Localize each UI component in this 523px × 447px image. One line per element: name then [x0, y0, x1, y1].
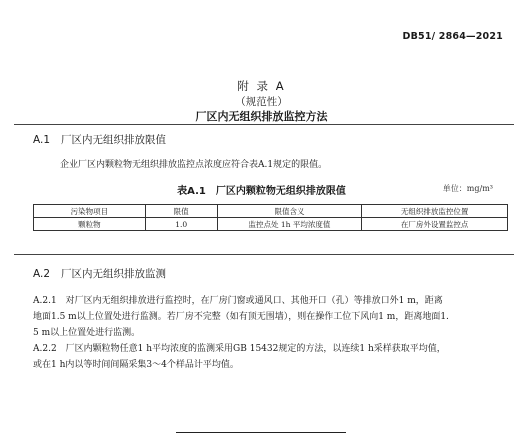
section-a2-heading — [33, 266, 166, 281]
clause-a21-line-1: A.2.1 对厂区内无组织排放进行监控时，在厂房门窗或通风口、其他开口（孔）等排放口外1 m，距离 — [33, 296, 443, 306]
column-header: 无组织排放监控位置 — [362, 205, 508, 218]
column-header: 污染物项目 — [34, 205, 146, 218]
table-row — [34, 218, 508, 231]
clause-a22-line-2: 或在1 h内以等时间间隔采集3～4个样品计平均值。 — [33, 360, 239, 370]
table-cell: 颗粒物 — [34, 218, 146, 231]
section-a2-title: 厂区内无组织排放监测 — [61, 268, 166, 280]
column-header: 限值 — [145, 205, 217, 218]
end-rule — [176, 432, 346, 433]
table-cell: 1.0 — [145, 218, 217, 231]
section-a1-number: A.1 — [33, 134, 51, 146]
standard-id: DB51/ 2864—2021 — [402, 31, 503, 42]
section-a2-number: A.2 — [33, 268, 51, 280]
appendix-type: （规范性） — [235, 96, 288, 108]
section-a1-title: 厂区内无组织排放限值 — [61, 134, 166, 146]
table-cell: 监控点处 1h 平均浓度值 — [217, 218, 362, 231]
clause-a22-line-1: A.2.2 厂区内颗粒物任意1 h平均浓度的监测采用GB 15432规定的方法，以连续1 h采样获取平均值， — [33, 344, 446, 354]
column-header: 限值含义 — [217, 205, 362, 218]
clause-a21-line-2: 地面1.5 m以上位置处进行监测。若厂房不完整（如有顶无围墙），则在操作工位下风向1 m，距离地面1. — [33, 312, 449, 322]
table-cell: 在厂房外设置监控点 — [362, 218, 508, 231]
divider-top — [14, 124, 514, 125]
divider-middle — [14, 254, 514, 255]
limits-table — [33, 204, 508, 231]
appendix-name: 厂区内无组织排放监控方法 — [195, 110, 328, 123]
clause-a21-line-3: 5 m以上位置处进行监测。 — [33, 328, 141, 338]
table-header-row — [34, 205, 508, 218]
section-a1-body: 企业厂区内颗粒物无组织排放监控点浓度应符合表A.1规定的限值。 — [60, 160, 328, 170]
section-a1-heading — [33, 132, 166, 147]
appendix-title: 附 录 A — [237, 79, 286, 93]
table-a1-caption: 表A.1 厂区内颗粒物无组织排放限值 — [177, 186, 346, 197]
table-a1-unit: 单位：mg/m³ — [442, 184, 493, 193]
